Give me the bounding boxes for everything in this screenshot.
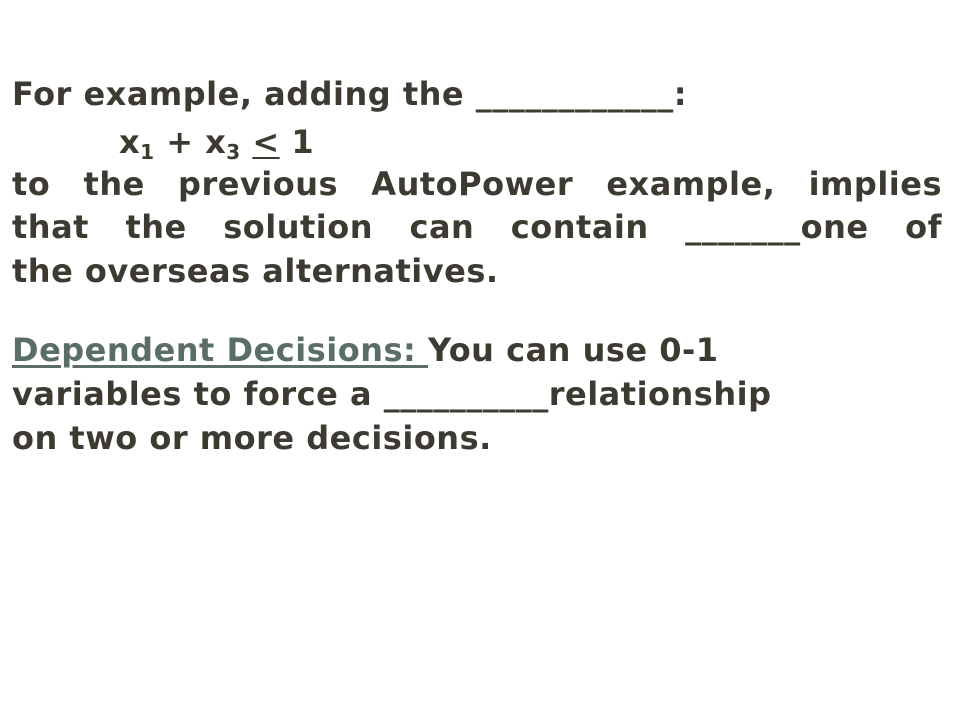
dependent-decisions-line-1 — [12, 330, 719, 370]
dependent-decisions-line-3: on two or more decisions. — [12, 419, 492, 457]
constraint-rhs: 1 — [291, 123, 315, 161]
example-intro-line: For example, adding the ____________: — [12, 75, 688, 113]
example-line-5: the overseas alternatives. — [12, 252, 499, 290]
constraint-sub1: 1 — [140, 140, 155, 164]
example-line-3: to the previous AutoPower example, implies — [12, 165, 942, 203]
dependent-decisions-line-2: variables to force a __________relationship — [12, 375, 772, 413]
dependent-decisions-rest: You can use 0-1 — [427, 331, 719, 369]
constraint-relation: < — [252, 123, 280, 161]
constraint-expression — [12, 122, 314, 162]
constraint-var2: x — [205, 123, 227, 161]
slide-content — [12, 0, 942, 720]
example-line-4: that the solution can contain _______one of — [12, 208, 942, 246]
constraint-var1: x — [119, 123, 141, 161]
dependent-decisions-term: Dependent Decisions: — [12, 331, 428, 369]
constraint-plus: + — [166, 123, 194, 161]
constraint-sub2: 3 — [226, 140, 241, 164]
